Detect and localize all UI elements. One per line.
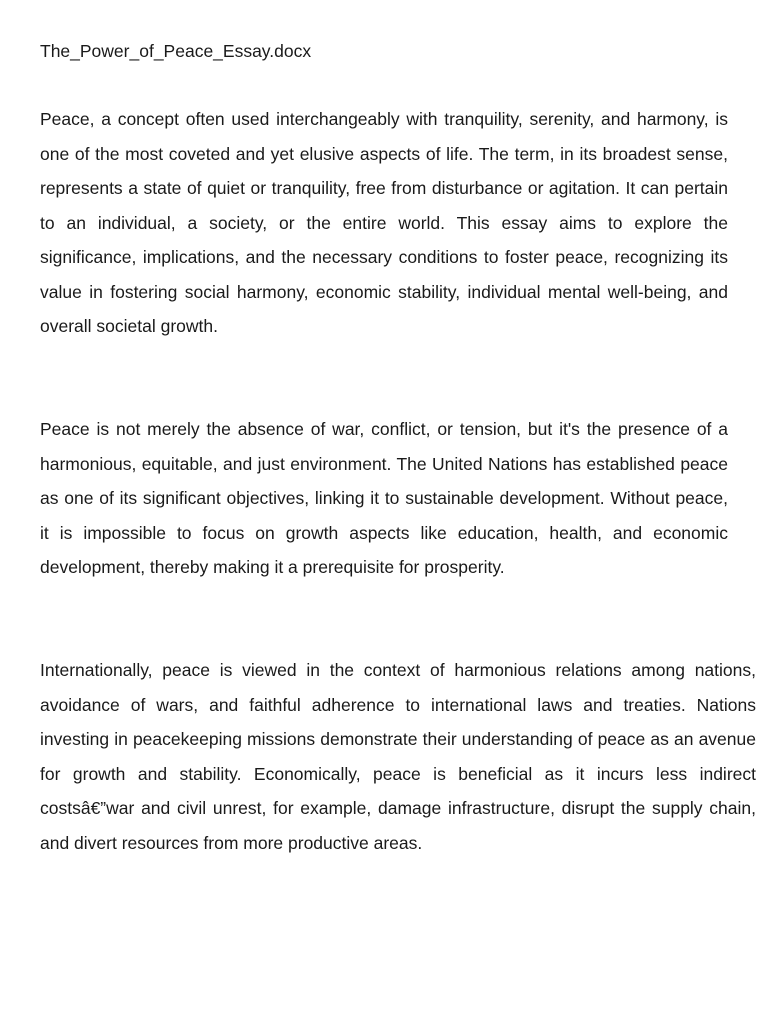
paragraph-3: Internationally, peace is viewed in the context of harmonious relations among nations, avoidance of wars, and faithful adherence to international laws and treaties. Nations investing in peacekeeping missions demonstrate their understanding of peace as an avenue for growth and stability. Economically, peace is beneficial as it incurs less indirect costsâ€”war and civil unrest, for example, damage infrastructure, disrupt the supply chain, and divert resources from more productive areas.: [40, 660, 756, 853]
paragraph-2: Peace is not merely the absence of war, conflict, or tension, but it's the presence of a harmonious, equitable, and just environment. The United Nations has established peace as one of its significant objectives, linking it to sustainable development. Without peace, it is impossible to focus on growth aspects like education, health, and economic development, thereby making it a prerequisite for prosperity.: [40, 419, 728, 577]
paragraph-1: Peace, a concept often used interchangeably with tranquility, serenity, and harmony, is one of the most coveted and yet elusive aspects of life. The term, in its broadest sense, represents a state of quiet or tranquility, free from disturbance or agitation. It can pertain to an individual, a society, or the entire world. This essay aims to explore the significance, implications, and the necessary conditions to foster peace, recognizing its value in fostering social harmony, economic stability, individual mental well-being, and overall societal growth.: [40, 109, 728, 336]
document-filename: The_Power_of_Peace_Essay.docx: [40, 41, 312, 61]
